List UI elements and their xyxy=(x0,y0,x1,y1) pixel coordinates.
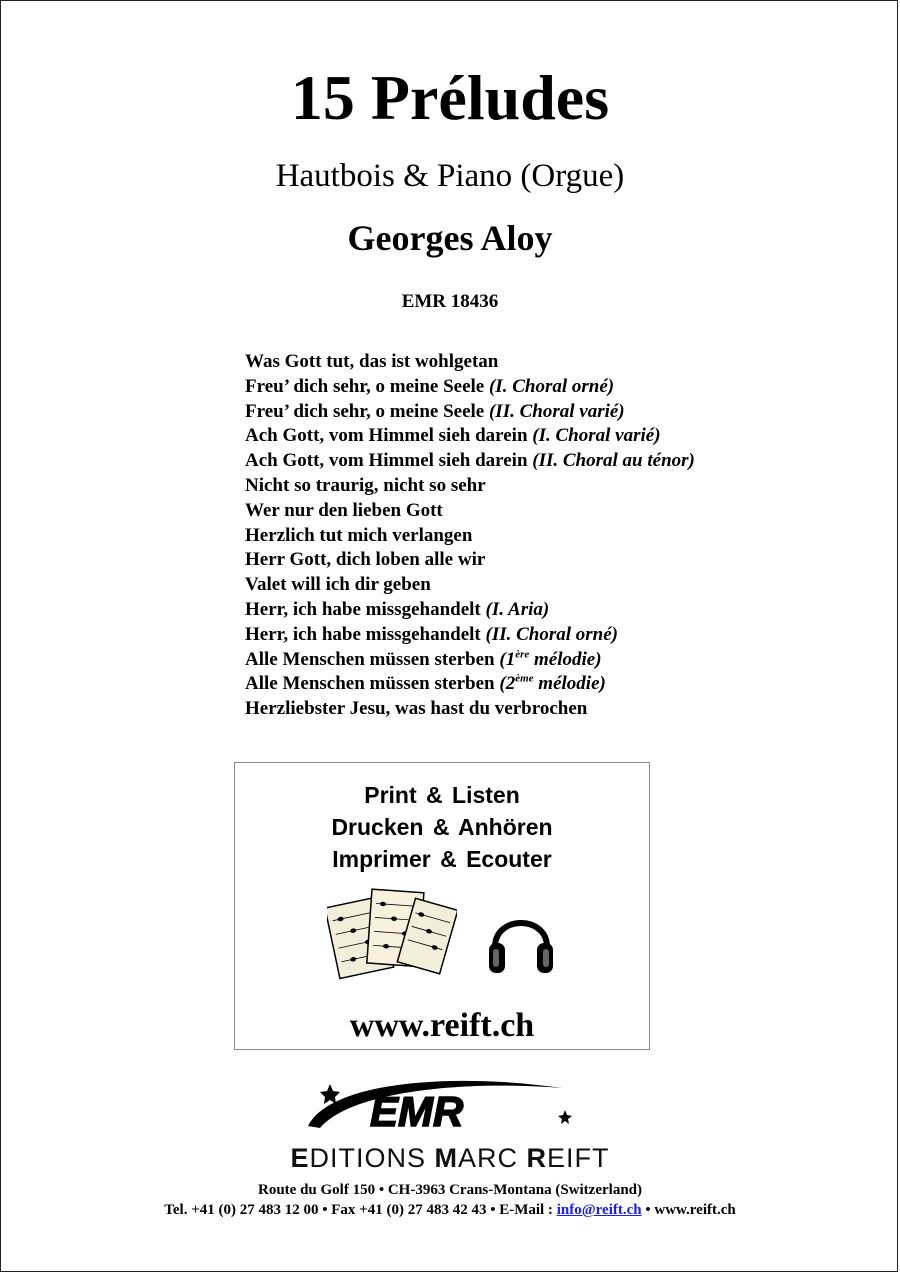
piece-title: Herr Gott, dich loben alle wir xyxy=(245,549,486,571)
piece-item xyxy=(245,499,695,524)
piece-title: Freu’ dich sehr, o meine Seele xyxy=(245,400,485,422)
piece-item xyxy=(245,697,695,722)
piece-item xyxy=(245,623,695,648)
promo-line-english: Print & Listen xyxy=(364,782,520,808)
email-link[interactable]: info@reift.ch xyxy=(556,1202,642,1218)
piece-note: (II. Choral au ténor) xyxy=(532,450,695,472)
piece-item xyxy=(245,598,695,623)
promo-line-french: Imprimer & Ecouter xyxy=(332,846,552,872)
piece-title: Ach Gott, vom Himmel sieh darein xyxy=(245,425,528,447)
piece-note: (II. Choral orné) xyxy=(485,623,618,645)
document-title: 15 Préludes xyxy=(290,62,610,133)
piece-note: (I. Choral orné) xyxy=(488,375,615,397)
publisher-name: EDITIONS MARC REIFT xyxy=(290,1143,610,1173)
catalog-number: EMR 18436 xyxy=(401,291,499,312)
piece-title: Herzliebster Jesu, was hast du verbrochen xyxy=(245,698,588,720)
piece-item xyxy=(245,573,695,598)
composer-name: Georges Aloy xyxy=(347,218,553,258)
piece-title: Alle Menschen müssen sterben xyxy=(245,673,495,695)
piece-note: (I. Choral varié) xyxy=(532,425,661,447)
piece-title: Herzlich tut mich verlangen xyxy=(245,524,473,546)
piece-title: Was Gott tut, das ist wohlgetan xyxy=(245,351,499,372)
piece-note: (I. Aria) xyxy=(485,598,550,620)
contact-website: • www.reift.ch xyxy=(641,1202,736,1218)
piece-item xyxy=(245,424,695,449)
piece-item xyxy=(245,548,695,573)
piece-item xyxy=(245,375,695,400)
piece-title: Valet will ich dir geben xyxy=(245,574,431,596)
piece-item xyxy=(245,524,695,549)
piece-title: Freu’ dich sehr, o meine Seele xyxy=(245,375,485,397)
contact-phone-fax: Tel. +41 (0) 27 483 12 00 • Fax +41 (0) 27 483 42 43 • E-Mail : xyxy=(164,1202,557,1218)
instrumentation: Hautbois & Piano (Orgue) xyxy=(275,158,625,194)
logo-text: EMR xyxy=(370,1088,464,1135)
promo-line-german: Drucken & Anhören xyxy=(331,814,553,840)
print-listen-box xyxy=(234,762,650,1050)
piece-item xyxy=(245,474,695,499)
publisher-contact xyxy=(0,1200,900,1220)
piece-note: (2ème mélodie) xyxy=(499,673,606,695)
piece-list xyxy=(245,350,695,722)
piece-note: (1ère mélodie) xyxy=(499,648,602,670)
piece-note: (II. Choral varié) xyxy=(488,400,625,422)
piece-title: Alle Menschen müssen sterben xyxy=(245,648,495,670)
piece-item xyxy=(245,449,695,474)
promo-website: www.reift.ch xyxy=(349,1007,535,1044)
piece-item xyxy=(245,400,695,425)
emr-logo xyxy=(300,1074,600,1140)
piece-title: Nicht so traurig, nicht so sehr xyxy=(245,474,486,496)
piece-title: Herr, ich habe missgehandelt xyxy=(245,623,481,645)
piece-item xyxy=(245,648,695,673)
piece-item xyxy=(245,350,695,375)
sheet-music-icon xyxy=(327,883,457,983)
piece-title: Ach Gott, vom Himmel sieh darein xyxy=(245,450,528,472)
piece-item xyxy=(245,672,695,697)
publisher-address: Route du Golf 150 • CH-3963 Crans-Montana (Switzerland) xyxy=(258,1182,642,1198)
headphones-icon xyxy=(485,903,557,981)
piece-title: Wer nur den lieben Gott xyxy=(245,499,443,521)
piece-title: Herr, ich habe missgehandelt xyxy=(245,598,481,620)
